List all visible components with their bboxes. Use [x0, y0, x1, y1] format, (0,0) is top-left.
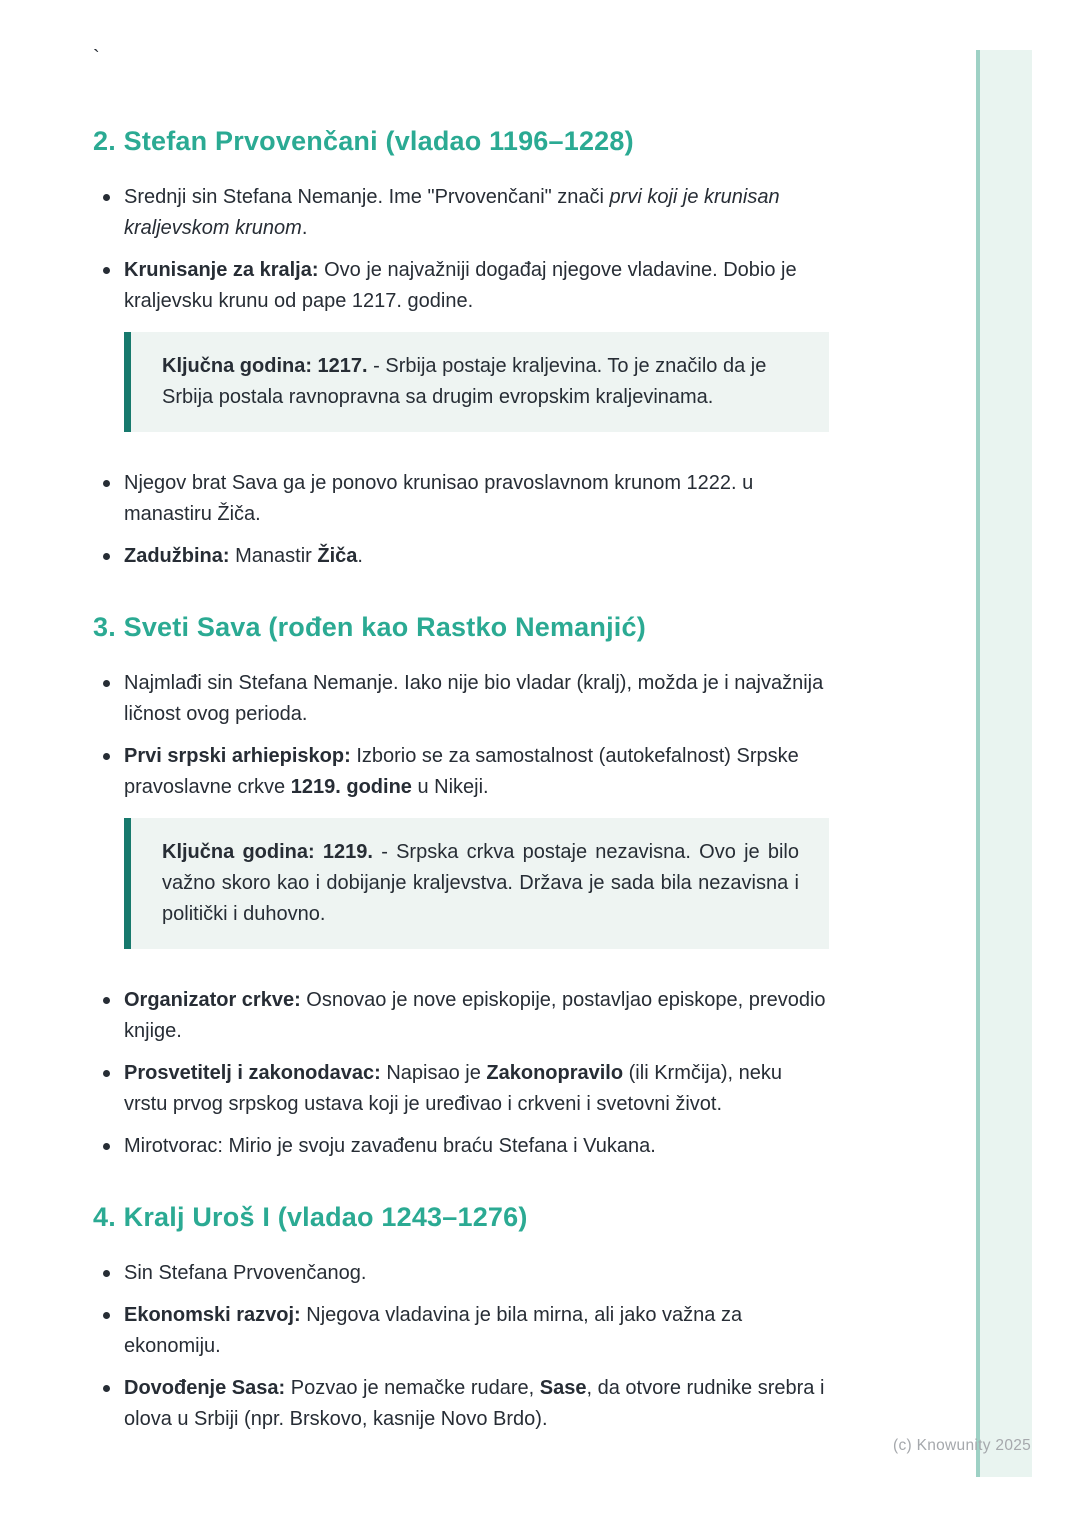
text-segment: prvi koji je krunisan kraljevskom krunom: [124, 186, 780, 239]
bullet-item: [93, 1058, 829, 1120]
text-segment: Njegov brat Sava ga je ponovo krunisao pravoslavnom krunom 1222. u manastiru Žiča.: [124, 472, 754, 525]
section-stefan-prvovencani: [93, 124, 829, 572]
page-edge-rail: [976, 50, 1032, 1477]
text-segment: Napisao je: [380, 1062, 487, 1084]
bullet-list: [93, 468, 829, 572]
bullet-item: [93, 255, 829, 317]
text-segment: Njegova vladavina je bila mirna, ali jako važna za ekonomiju.: [124, 1304, 743, 1357]
callout-text: [162, 351, 799, 413]
text-segment: .: [301, 217, 308, 239]
bullet-list: [93, 985, 829, 1162]
bullet-item: [93, 182, 829, 244]
stray-character: `: [93, 47, 100, 69]
section-heading: 2. Stefan Prvovenčani (vladao 1196–1228): [93, 126, 634, 156]
callout-text: [162, 837, 799, 930]
text-segment: Manastir: [229, 545, 318, 567]
bullet-item: [93, 1131, 829, 1162]
bullet-list: [93, 1258, 829, 1435]
text-segment: Ključna godina: 1219.: [162, 841, 373, 863]
text-segment: Dovođenje Sasa:: [124, 1377, 286, 1399]
text-segment: Osnovao je nove episkopije, postavljao episkope, prevodio knjige.: [124, 989, 826, 1042]
text-segment: Sase: [539, 1377, 587, 1399]
bullet-item: [93, 1258, 829, 1289]
bullet-item: [93, 1373, 829, 1435]
bullet-item: [93, 1300, 829, 1362]
bullet-list: [93, 668, 829, 803]
bullet-item: [93, 741, 829, 803]
text-segment: Zakonopravilo: [486, 1062, 624, 1084]
text-segment: (ili Krmčija), neku vrstu prvog srpskog ustava koji je uređivao i crkveni i svetovni život.: [124, 1062, 783, 1115]
text-segment: Prvi srpski arhiepiskop:: [124, 745, 351, 767]
section-heading: 4. Kralj Uroš I (vladao 1243–1276): [93, 1202, 528, 1232]
key-year-callout: [124, 818, 829, 949]
section-sveti-sava: [93, 610, 829, 1162]
text-segment: Krunisanje za kralja:: [124, 259, 319, 281]
bullet-item: [93, 468, 829, 530]
copyright-watermark: (c) Knowunity 2025: [893, 1437, 1032, 1454]
text-segment: .: [357, 545, 363, 567]
bullet-item: [93, 985, 829, 1047]
text-segment: Pozvao je nemačke rudare,: [285, 1377, 540, 1399]
section-kralj-uros-i: [93, 1200, 829, 1435]
text-segment: Najmlađi sin Stefana Nemanje. Iako nije bio vladar (kralj), možda je i najvažnija ličnost ovog perioda.: [124, 672, 824, 725]
text-segment: Žiča: [317, 545, 358, 567]
section-heading: 3. Sveti Sava (rođen kao Rastko Nemanjić): [93, 612, 646, 642]
text-segment: Zadužbina:: [124, 545, 230, 567]
text-segment: Ekonomski razvoj:: [124, 1304, 301, 1326]
text-segment: Ključna godina: 1217.: [162, 355, 368, 377]
text-segment: Izborio se za samostalnost (autokefalnost) Srpske pravoslavne crkve: [124, 745, 799, 798]
text-segment: Sin Stefana Prvovenčanog.: [124, 1262, 367, 1284]
text-segment: 1219. godine: [290, 776, 412, 798]
text-segment: Srednji sin Stefana Nemanje. Ime "Prvovenčani" znači: [124, 186, 610, 208]
bullet-list: [93, 182, 829, 317]
document-content: [93, 0, 829, 1446]
text-segment: Ovo je najvažniji događaj njegove vladavine. Dobio je kraljevsku krunu od pape 1217. godine.: [124, 259, 797, 312]
text-segment: - Srpska crkva postaje nezavisna. Ovo je bilo važno skoro kao i dobijanje kraljevstva. Država je sada bila nezavisna i politički i duhovno.: [162, 841, 799, 925]
text-segment: Prosvetitelj i zakonodavac:: [124, 1062, 381, 1084]
bullet-item: [93, 668, 829, 730]
text-segment: u Nikeji.: [411, 776, 489, 798]
text-segment: , da otvore rudnike srebra i olova u Srbiji (npr. Brskovo, kasnije Novo Brdo).: [124, 1377, 825, 1430]
text-segment: - Srbija postaje kraljevina. To je značilo da je Srbija postala ravnopravna sa drugim evropskim kraljevinama.: [162, 355, 767, 408]
key-year-callout: [124, 332, 829, 432]
bullet-item: [93, 541, 829, 572]
text-segment: Mirotvorac: Mirio je svoju zavađenu braću Stefana i Vukana.: [124, 1135, 656, 1157]
text-segment: Organizator crkve:: [124, 989, 301, 1011]
